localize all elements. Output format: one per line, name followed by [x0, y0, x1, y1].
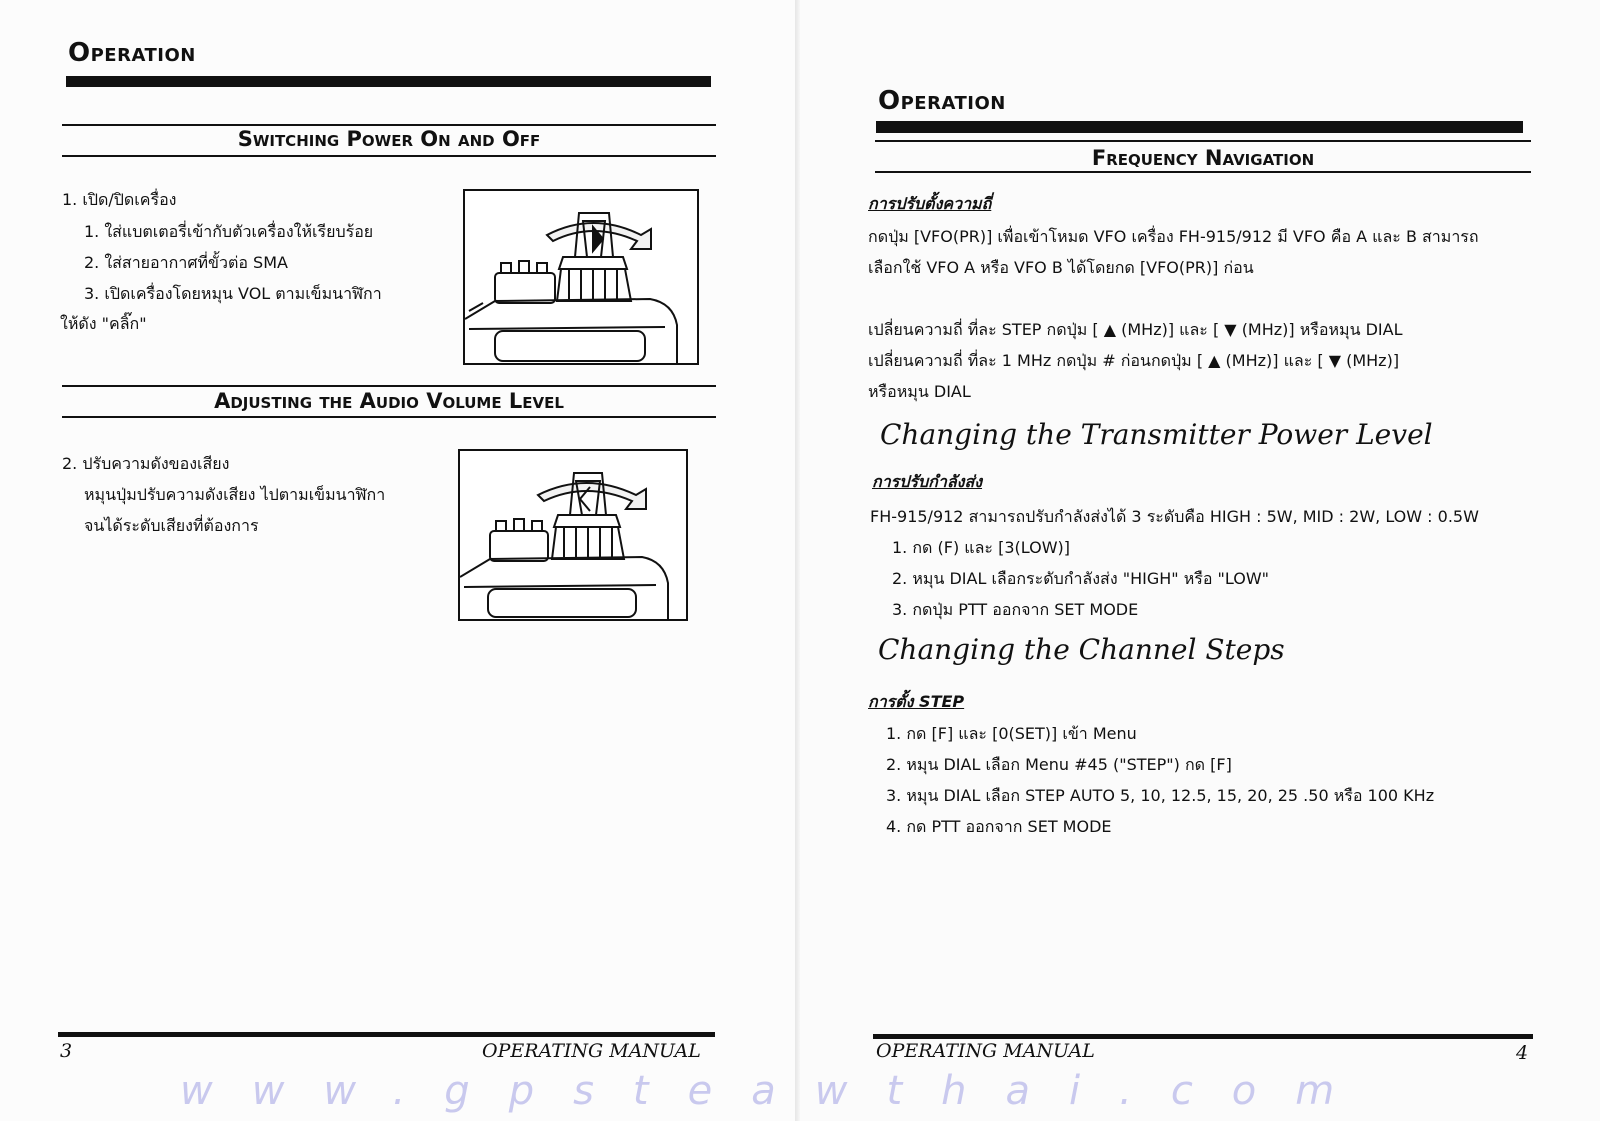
- subheading-power: การปรับกำลังส่ง: [872, 472, 983, 491]
- page-header-title: Operation: [68, 38, 196, 68]
- list-item: 3. เปิดเครื่องโดยหมุน VOL ตามเข็มนาฬิกา: [84, 284, 382, 303]
- subheading-steps: การตั้ง STEP: [868, 692, 965, 711]
- section-rule-top: [62, 124, 716, 126]
- section-rule-top: [875, 140, 1531, 142]
- list-item: 3. หมุน DIAL เลือก STEP AUTO 5, 10, 12.5, 15, 20, 25 .50 หรือ 100 KHz: [886, 786, 1435, 805]
- paragraph-line: เลือกใช้ VFO A หรือ VFO B ได้โดยกด [VFO(PR)] ก่อน: [868, 258, 1254, 277]
- paragraph-line: กดปุ่ม [VFO(PR)] เพื่อเข้าโหมด VFO เครื่อง FH-915/912 มี VFO คือ A และ B สามารถ: [868, 227, 1479, 246]
- list-item: 1. กด [F] และ [0(SET)] เข้า Menu: [886, 724, 1137, 743]
- radio-knob-drawing: [465, 191, 697, 363]
- page-header-title: Operation: [878, 86, 1006, 116]
- section-rule-top: [62, 385, 716, 387]
- list-item: 3. กดปุ่ม PTT ออกจาก SET MODE: [892, 600, 1139, 619]
- list-item: 2. หมุน DIAL เลือกระดับกำลังส่ง "HIGH" หรือ "LOW": [892, 569, 1270, 588]
- subheading-frequency: การปรับตั้งความถี่: [868, 194, 992, 213]
- heading-channel-steps: Changing the Channel Steps: [878, 633, 1285, 666]
- header-bar: [876, 121, 1523, 133]
- paragraph-line: เปลี่ยนความถี่ ที่ละ STEP กดปุ่ม [ ▲ (MHz)] และ [ ▼ (MHz)] หรือหมุน DIAL: [868, 320, 1403, 339]
- list-item: 1. ใส่แบตเตอรี่เข้ากับตัวเครื่องให้เรียบร้อย: [84, 222, 374, 241]
- header-bar: [66, 76, 711, 87]
- page-number: 4: [1516, 1042, 1529, 1064]
- footer-bar: [873, 1034, 1533, 1039]
- section-rule-bottom: [62, 155, 716, 157]
- manual-label: OPERATING MANUAL: [482, 1040, 701, 1062]
- section-title-power: Switching Power On and Off: [237, 127, 541, 151]
- paragraph-line: เปลี่ยนความถี่ ที่ละ 1 MHz กดปุ่ม # ก่อนกดปุ่ม [ ▲ (MHz)] และ [ ▼ (MHz)]: [868, 351, 1400, 370]
- volume-knob-illustration: [458, 449, 688, 621]
- list-item: 2. ใส่สายอากาศที่ขั้วต่อ SMA: [84, 253, 288, 272]
- list-item: 4. กด PTT ออกจาก SET MODE: [886, 817, 1112, 836]
- right-page: [800, 0, 1600, 1121]
- list-item: 1. กด (F) และ [3(LOW)]: [892, 538, 1070, 557]
- list-item: 2. ปรับความดังของเสียง: [62, 454, 230, 473]
- section-rule-bottom: [875, 171, 1531, 173]
- manual-label: OPERATING MANUAL: [876, 1040, 1095, 1062]
- list-item: 2. หมุน DIAL เลือก Menu #45 ("STEP") กด [F]: [886, 755, 1232, 774]
- radio-knob-illustration: [463, 189, 699, 365]
- section-rule-bottom: [62, 416, 716, 418]
- paragraph-line: หรือหมุน DIAL: [868, 382, 971, 401]
- website-watermark: www.gpsteawthai.com: [180, 1068, 1374, 1114]
- paragraph-line: FH-915/912 สามารถปรับกำลังส่งได้ 3 ระดับคือ HIGH : 5W, MID : 2W, LOW : 0.5W: [870, 507, 1479, 526]
- left-page: [0, 0, 795, 1121]
- section-title-volume: Adjusting the Audio Volume Level: [214, 389, 564, 413]
- heading-power-level: Changing the Transmitter Power Level: [880, 418, 1433, 451]
- section-title-frequency: Frequency Navigation: [1091, 146, 1315, 170]
- page-number: 3: [60, 1040, 73, 1062]
- list-item: จนได้ระดับเสียงที่ต้องการ: [84, 516, 259, 535]
- list-item: 1. เปิด/ปิดเครื่อง: [62, 190, 177, 209]
- list-item: ให้ดัง "คลิ๊ก": [60, 314, 147, 333]
- list-item: หมุนปุ่มปรับความดังเสียง ไปตามเข็มนาฬิกา: [84, 485, 386, 504]
- footer-bar: [58, 1032, 715, 1037]
- volume-knob-drawing: [460, 451, 686, 619]
